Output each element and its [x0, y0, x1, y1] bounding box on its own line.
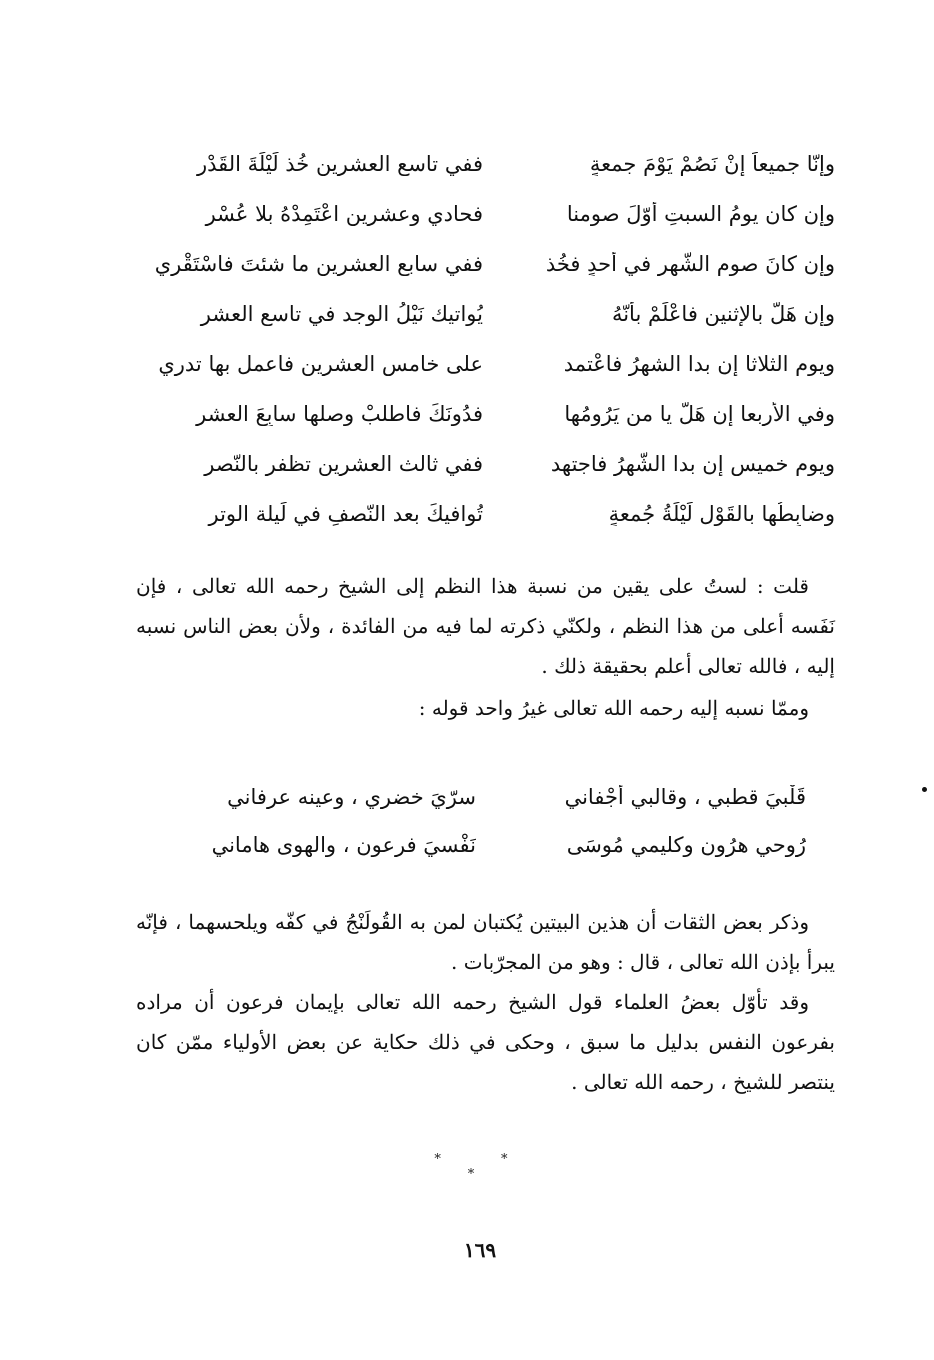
page-number: ١٦٩: [463, 1238, 497, 1262]
verse-second-hemistich: نَفْسيَ فرعون ، والهوى هاماني: [211, 833, 476, 857]
verse-first-hemistich: وإن هَلّ بالإثنين فاعْلَمْ بأنّهُ: [611, 302, 835, 326]
verse-second-hemistich: فحادي وعشرين اعْتَمِدْهُ بلا عُسْرِ: [205, 202, 483, 226]
verse-first-hemistich: قَلْبيَ قطبي ، وقالبي أجْفاني: [564, 785, 806, 809]
paragraph: وممّا نسبه إليه رحمه الله تعالى غيرُ واحد قوله :: [418, 696, 809, 720]
poem-attributed-verses: [178, 785, 806, 881]
poem-laylat-al-qadr: [135, 152, 835, 552]
verse-second-hemistich: يُواتيك نَيْلُ الوجد في تاسع العشر: [200, 302, 483, 326]
verse-second-hemistich: ففي ثالث العشرين تظفر بالنّصر: [204, 452, 483, 476]
verse-line: [135, 152, 835, 202]
verse-first-hemistich: وإن كانَ صوم الشّهر في أحدٍ فخُذ: [545, 252, 835, 276]
verse-line: [135, 402, 835, 452]
verse-second-hemistich: سرّيَ خضري ، وعينه عرفاني: [227, 785, 476, 809]
verse-second-hemistich: ففي سابع العشرين ما شئتَ فاسْتَقْرِي: [154, 252, 483, 276]
commentary-block: [136, 566, 835, 728]
verse-line: [135, 352, 835, 402]
commentary-block: [136, 902, 835, 1102]
verse-line: [178, 833, 806, 881]
verse-line: [135, 502, 835, 552]
verse-line: [178, 785, 806, 833]
paragraph: قلت : لستُ على يقين من نسبة هذا النظم إلى الشيخ رحمه الله تعالى ، فإن نَفَسه أعلى من هذا النظم ، ولكنّي ذكرته لما فيه من الفائدة ، ولأن بعض الناس نسبه إليه ، فالله تعالى أعلم بحقيقة ذلك .: [136, 574, 835, 678]
verse-first-hemistich: رُوحي هرُون وكليمي مُوسَى: [566, 833, 806, 857]
verse-line: [135, 202, 835, 252]
verse-line: [135, 302, 835, 352]
verse-first-hemistich: ويوم خميس إن بدا الشّهرُ فاجتهد: [550, 452, 835, 476]
verse-second-hemistich: ففي تاسع العشرين خُذ لَيْلَةَ القَدْرِ: [196, 152, 483, 176]
ink-speck: [922, 787, 927, 792]
verse-first-hemistich: وفي الأربعا إن هَلّ يا من يَرُومُها: [564, 402, 835, 426]
verse-second-hemistich: على خامسِ العشرين فاعمل بها تدري: [158, 352, 483, 376]
paragraph: وذكر بعض الثقات أن هذين البيتين يُكتبان لمن به القُولَنْجُ في كفّه ويلحسهما ، فإنّه يبرأ بإذن الله تعالى ، قال : وهو من المجرّبات .: [136, 910, 835, 974]
verse-line: [135, 252, 835, 302]
verse-first-hemistich: وإنّا جميعاً إنْ نَصُمْ يَوْمَ جمعةٍ: [589, 152, 835, 176]
verse-first-hemistich: ويوم الثلاثا إن بدا الشهرُ فاعْتمد: [563, 352, 835, 376]
verse-first-hemistich: وضابِطُها بالقَوْلِ لَيْلَةُ جُمعةٍ: [608, 502, 835, 526]
paragraph: وقد تأوّل بعضُ العلماء قول الشيخ رحمه الله تعالى بإيمان فرعون أن مراده بفرعون النفس بدليل ما سبق ، وحكى في ذلك حكاية عن بعض الأولياء ممّن كان ينتصر للشيخ ، رحمه الله تعالى .: [136, 990, 835, 1094]
verse-first-hemistich: وإن كان يومُ السبتِ أوّلَ صومنا: [566, 202, 835, 226]
verse-second-hemistich: تُوافيكَ بعد النّصفِ في لَيلة الوتر: [208, 502, 483, 526]
section-divider-ornament: * * *: [434, 1152, 536, 1182]
verse-line: [135, 452, 835, 502]
verse-second-hemistich: فدُونَكَ فاطلبْ وصلها سابِعَ العشر: [196, 402, 483, 426]
